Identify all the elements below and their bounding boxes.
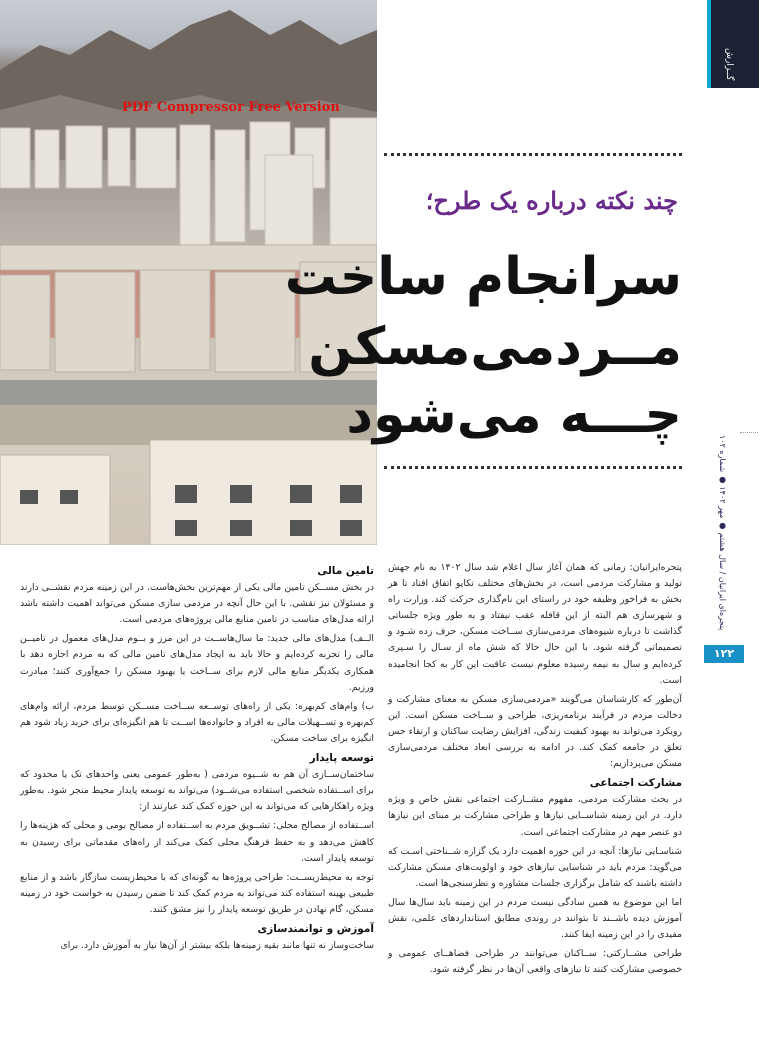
paragraph: طراحی مشــارکتی: ســاکنان می‌توانند در طراحی فضاهــای عمومی و خصوصی مشارکت کنند تا نیازهای واقعی آن‌ها در نظر گرفته شود.: [388, 948, 682, 976]
paragraph: در بحث مشارکت مردمی، مفهوم مشــارکت اجتماعی نقش خاص و ویژه دارد. در این زمینه شناســایی نیازها و طراحی مشارکت بر مبنای این نیازها دو عنصر مهم در مشارکت اجتماعی است.: [388, 794, 682, 838]
kicker-title: چند نکته درباره یک طرح؛: [425, 186, 678, 215]
paragraph: در بخش مســکن تامین مالی یکی از مهم‌ترین بخش‌هاست. در این زمینه مردم نقشــی دارند و مسئولان نیز نقشی. با این حال آنچه در مردمی سازی مسکن می‌تواند اهمیت داشته باشد ارائه مدل‌های مناسب در تامین منابع مالی پروژه‌های مردمی است.: [20, 582, 374, 626]
subheading: توسعه پایدار: [309, 752, 374, 765]
top-dotted-rule: [384, 153, 682, 156]
headline-line-1: سرانجام ساخت: [284, 247, 682, 307]
running-head: پنجره‌ای ایرانیان / سال هشتم ● مهر ۱۴۰۲ ● شماره ۱۰۲: [718, 434, 727, 630]
article-column-left: [20, 560, 374, 957]
paragraph: اما این موضوع به همین سادگی نیست مردم در این زمینه باید سال‌ها سال آموزش دیده باشــند تا بتوانند در روندی مطابق استانداردهای علمی، نقش مفیدی را در این زمینه ایفا کنند.: [388, 896, 682, 941]
paragraph: توجه به محیط‌زیســت: طراحی پروژه‌ها به گونه‌ای که با محیط‌زیست سازگار باشد و از منابع طبیعی بهینه استفاده کند می‌تواند به مردم کمک کند تا ضمن رسیدن به خواست خود در زمینه مسکن، گام نهادن در طریق توسعه پایدار را نیز مشق کنند.: [20, 871, 374, 915]
paragraph: پنجره‌ایرانیان: زمانی که همان آغاز سال اعلام شد سال ۱۴۰۲ به نام جهش تولید و مشارکت مردمی است، در بخش‌های مختلف تکاپو اتفاق افتاد تا هر بخش به فراخور وظیفه خود در راستای این نام‌گذاری حرکت کند. وزارت راه و شهرسازی هم البته از این قافله عقب نیفتاد و به طور ویژه جلساتی گذاشت تا درباره شیوه‌های مردمی‌سازی ســاخت مسکن، حرف زده شـود و تصمیماتی گرفته شود. با این حال حالا که شش ماه از سـال را سـپری کرده‌ایم و سال به نیمه رسیده معلوم نیست عاقبت این کار به کجا انجامیده است.: [388, 562, 683, 686]
rail-divider: [740, 432, 758, 433]
paragraph: آن‌طور که کارشناسان می‌گویند «مردمی‌سازی مسکن به معنای مشارکت و دخالت مردم در فرآیند برنامه‌ریزی، طراحی و ســاخت مسکن است. این رویکرد می‌تواند به بهبود کیفیت زندگی، افزایش رضایت ساکنان و ارتقاء حس تعلق در جامعه کمک کند. در ادامه به بررسی ابعاد مختلف مردمی‌سازی مسکن می‌پردازیم:: [388, 693, 682, 770]
watermark-text: PDF Compressor Free Version: [122, 100, 340, 115]
paragraph: شناسـایی نیازها: آنچه در این حوزه اهمیت دارد یک گزاره شــناختی اسـت که می‌گوید: مردم باید در شناسایی نیازهای خود و اولویت‌های مسکن مشارکت داشته باشند که شامل برگزاری جلسات مشاوره و نظرسنجی‌ها است.: [388, 845, 682, 889]
paragraph: ساخت‌وساز نه تنها مانند بقیه زمینه‌ها بلکه بیشتر از آن‌ها نیاز به آموزش دارد. برای: [60, 940, 374, 952]
subheading: تامین مالی: [317, 565, 374, 577]
headline-line-3: چـــه می‌شود: [346, 385, 682, 445]
paragraph: اســتفاده از مصالح محلی: تشــویق مردم به اســتفاده از مصالح بومی و محلی که هزینه‌ها را کاهش می‌دهد و به حفظ فرهنگ محلی کمک می‌کند از راه‌های مقدماتی برای رسیدن به توسعه پایدار است.: [20, 820, 374, 864]
page-number: ۱۲۲: [704, 645, 744, 663]
subheading: آموزش و توانمندسازی: [257, 922, 374, 935]
paragraph: الــف) مدل‌های مالی جدید: ما سال‌هاســت در این مرز و بــوم مدل‌های معمول در تامیــن مالی را تجربه کرده‌ایم و حالا باید به ایجاد مدل‌های تامین مالی که به مردم اجازه دهد با همکاری یکدیگر منابع مالی لازم برای ســاخت یا بهبود مسکن را جمع‌آوری کنند؛ مبادرت ورزیم.: [20, 633, 374, 693]
bottom-dotted-rule: [384, 466, 682, 469]
article-column-right: [388, 560, 682, 981]
paragraph: ب) وام‌های کم‌بهره: یکی از راه‌های توســعه ســاخت مســکن توسط مردم، ارائه وام‌های کم‌بهره و تســهیلات مالی به افراد و خانواده‌ها اســت تا هم انگیزه‌ای برای خرید زیاد شود هم انگیزه برای ساخت مسکن.: [20, 700, 374, 744]
paragraph: ساختمان‌ســازی آن هم به شــیوه مردمی ( به‌طور عمومی یعنی واحدهای تک یا محدود که برای اســتفاده شخصی استفاده می‌شــود) می‌تواند به توسعه پایدار محیط منجر شود. به‌طور ویژه راهکارهایی که می‌تواند به این حوزه کمک کند عبارتند از:: [20, 769, 374, 813]
subheading: مشارکت اجتماعی: [589, 777, 682, 790]
headline-line-2: مــردمی‌مسکن: [308, 317, 682, 377]
section-tab-label: گــزارش: [724, 48, 734, 81]
